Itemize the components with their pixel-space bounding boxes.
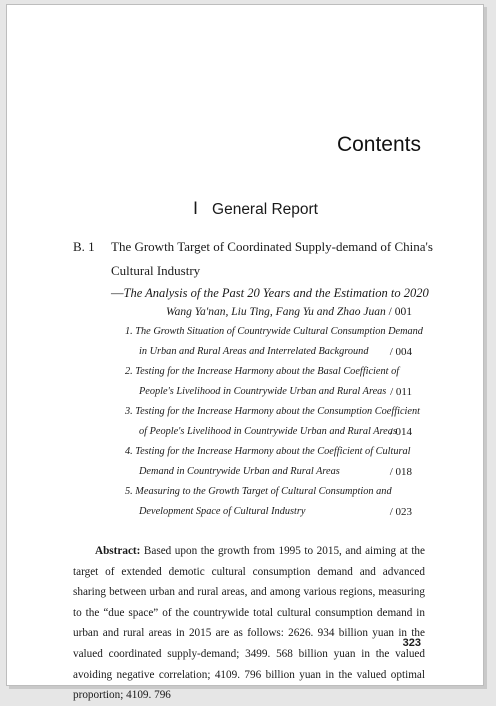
abstract-paragraph xyxy=(73,541,425,706)
authors-names: Wang Ya'nan, Liu Ting, Fang Yu and Zhao Juan xyxy=(166,306,386,318)
toc-item-2-page[interactable]: / 011 xyxy=(390,386,412,398)
toc-item-3-line2[interactable]: of People's Livelihood in Countrywide Urban and Rural Areas xyxy=(139,426,397,437)
report-title-line1: The Growth Target of Coordinated Supply-demand of China's xyxy=(111,239,433,254)
toc-item-1-page[interactable]: / 004 xyxy=(389,346,412,358)
toc-item-4-line1[interactable]: 4. Testing for the Increase Harmony about the Coefficient of Cultural xyxy=(125,446,411,457)
section-label: General Report xyxy=(212,201,318,218)
page-title: Contents xyxy=(336,133,421,156)
document-page xyxy=(6,4,484,702)
toc-item-2-line2[interactable]: People's Livelihood in Countrywide Urban and Rural Areas xyxy=(139,386,387,397)
toc-item-4-line2[interactable]: Demand in Countrywide Urban and Rural Areas xyxy=(139,466,340,477)
toc-item-1-line2[interactable]: in Urban and Rural Areas and Interrelated Background xyxy=(139,346,369,357)
abstract-text: Based upon the growth from 1995 to 2015, and aiming at the target of extended demotic cultural consumption demand and advanced sharing between urban and rural areas, and among various regions, measuring to the “due space” of the countrywide total cultural consumption demand in urban and rural areas in 2015 are as follows: 2626. 934 billion yuan in the valued coordinated supply-demand; 3499. 568 billion yuan in the valued avoiding negative correlation; 4109. 796 billion yuan in the valued optimal proportion; 4109. 796 xyxy=(73,545,425,702)
toc-item-3-line1[interactable]: 3. Testing for the Increase Harmony about the Consumption Coefficient xyxy=(125,406,420,417)
toc-item-5-line2[interactable]: Development Space of Cultural Industry xyxy=(139,506,306,517)
subtitle-text: The Analysis of the Past 20 Years and the Estimation to 2020 xyxy=(123,286,429,300)
toc-item-5-line1[interactable]: 5. Measuring to the Growth Target of Cultural Consumption and xyxy=(125,486,392,497)
section-heading xyxy=(193,199,318,219)
abstract-label: Abstract: xyxy=(95,545,141,557)
toc-item-5-page[interactable]: / 023 xyxy=(389,506,412,518)
toc-item-2-line1[interactable]: 2. Testing for the Increase Harmony about the Basal Coefficient of xyxy=(125,366,400,377)
authors-page: / 001 xyxy=(388,306,412,318)
report-number: B. 1 xyxy=(73,239,95,254)
page-number: 323 xyxy=(402,637,421,649)
toc-item-3-page[interactable]: / 014 xyxy=(389,426,412,438)
toc-item-4-page[interactable]: / 018 xyxy=(389,466,412,478)
subtitle-dash: — xyxy=(111,286,124,300)
section-numeral: Ⅰ xyxy=(193,199,199,218)
report-title-line2: Cultural Industry xyxy=(111,263,201,278)
toc-item-1-line1[interactable]: 1. The Growth Situation of Countrywide Cultural Consumption Demand xyxy=(125,326,423,337)
report-subtitle xyxy=(111,286,429,301)
report-authors xyxy=(166,306,412,318)
